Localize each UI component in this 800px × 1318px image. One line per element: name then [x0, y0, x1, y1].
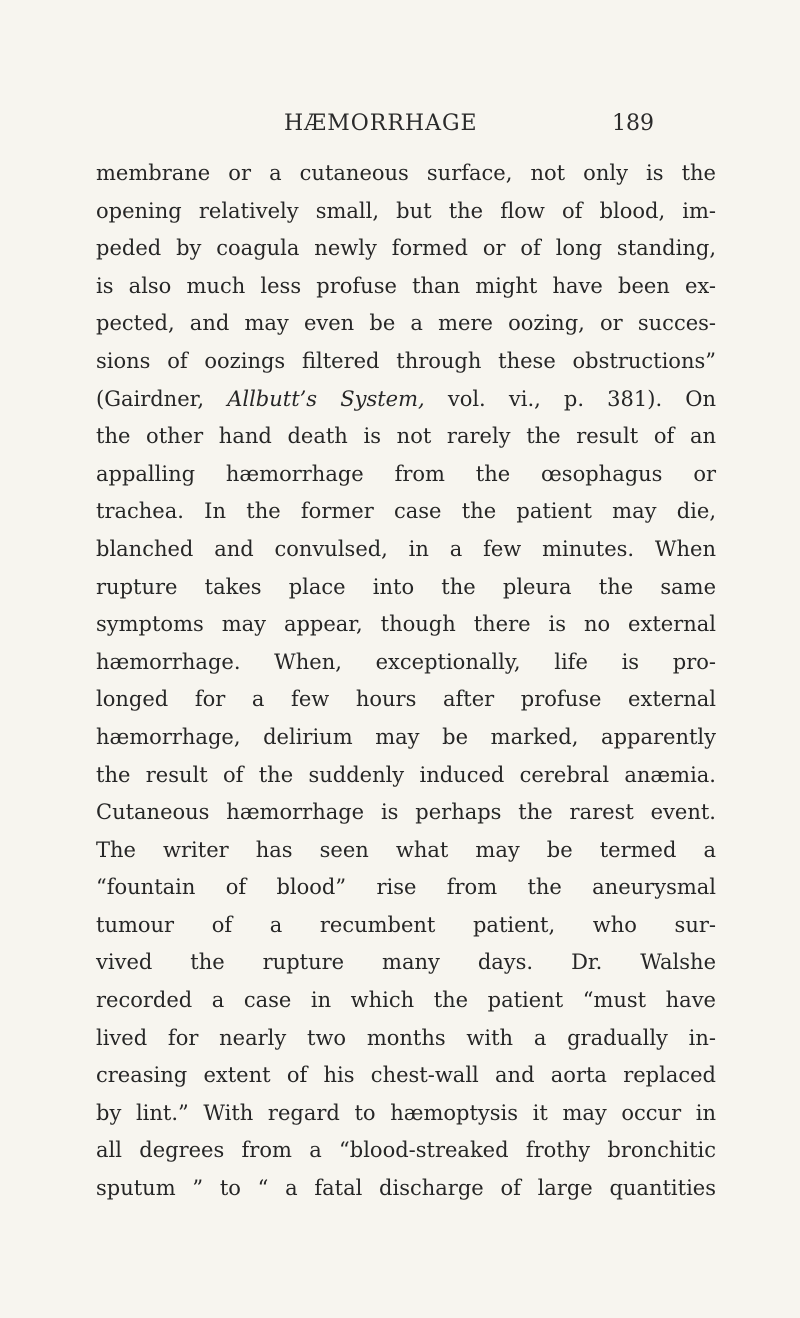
- text-line: recorded a case in which the patient “must have: [96, 988, 716, 1013]
- running-head: HÆMORRHAGE: [284, 111, 478, 136]
- text-line: peded by coagula newly formed or of long standing,: [96, 236, 716, 261]
- page-number: 189: [612, 111, 654, 136]
- text-line: by lint.” With regard to hæmoptysis it may occur in: [96, 1100, 716, 1125]
- citation-details: vol. vi., p. 381). On: [424, 386, 716, 411]
- citation-open: (Gairdner,: [96, 386, 228, 411]
- text-line: rupture takes place into the pleura the same: [96, 574, 716, 599]
- text-line: The writer has seen what may be termed a: [96, 837, 716, 862]
- text-line: opening relatively small, but the flow of blood, im-: [96, 198, 716, 223]
- text-line: sputum ” to “ a fatal discharge of large quantities: [96, 1176, 716, 1201]
- body-text: [96, 155, 716, 1208]
- text-line: trachea. In the former case the patient may die,: [96, 499, 716, 524]
- text-line: sions of oozings filtered through these obstructions”: [96, 348, 716, 373]
- text-line: symptoms may appear, though there is no external: [96, 612, 716, 637]
- text-line: all degrees from a “blood-streaked frothy bronchitic: [96, 1138, 716, 1163]
- text-line: pected, and may even be a mere oozing, or succes-: [96, 311, 716, 336]
- page-header: [0, 111, 800, 141]
- text-line: “fountain of blood” rise from the aneurysmal: [96, 875, 716, 900]
- text-line: is also much less profuse than might have been ex-: [96, 273, 716, 298]
- text-line: creasing extent of his chest-wall and aorta replaced: [96, 1063, 716, 1088]
- text-line: appalling hæmorrhage from the œsophagus or: [96, 461, 716, 486]
- text-line-citation: [96, 381, 716, 419]
- text-line: the result of the suddenly induced cerebral anæmia.: [96, 762, 716, 787]
- text-line: tumour of a recumbent patient, who sur-: [96, 912, 716, 937]
- text-line: longed for a few hours after profuse external: [96, 687, 716, 712]
- text-line: lived for nearly two months with a gradually in-: [96, 1025, 716, 1050]
- text-line: membrane or a cutaneous surface, not only is the: [96, 161, 716, 185]
- text-line: the other hand death is not rarely the result of an: [96, 424, 716, 449]
- text-line: Cutaneous hæmorrhage is perhaps the rarest event.: [96, 800, 716, 825]
- text-line: blanched and convulsed, in a few minutes. When: [96, 536, 716, 561]
- text-line: hæmorrhage, delirium may be marked, apparently: [96, 724, 716, 749]
- citation-title: Allbutt’s System,: [227, 386, 425, 411]
- text-line: vived the rupture many days. Dr. Walshe: [96, 950, 716, 975]
- text-line: hæmorrhage. When, exceptionally, life is pro-: [96, 649, 716, 674]
